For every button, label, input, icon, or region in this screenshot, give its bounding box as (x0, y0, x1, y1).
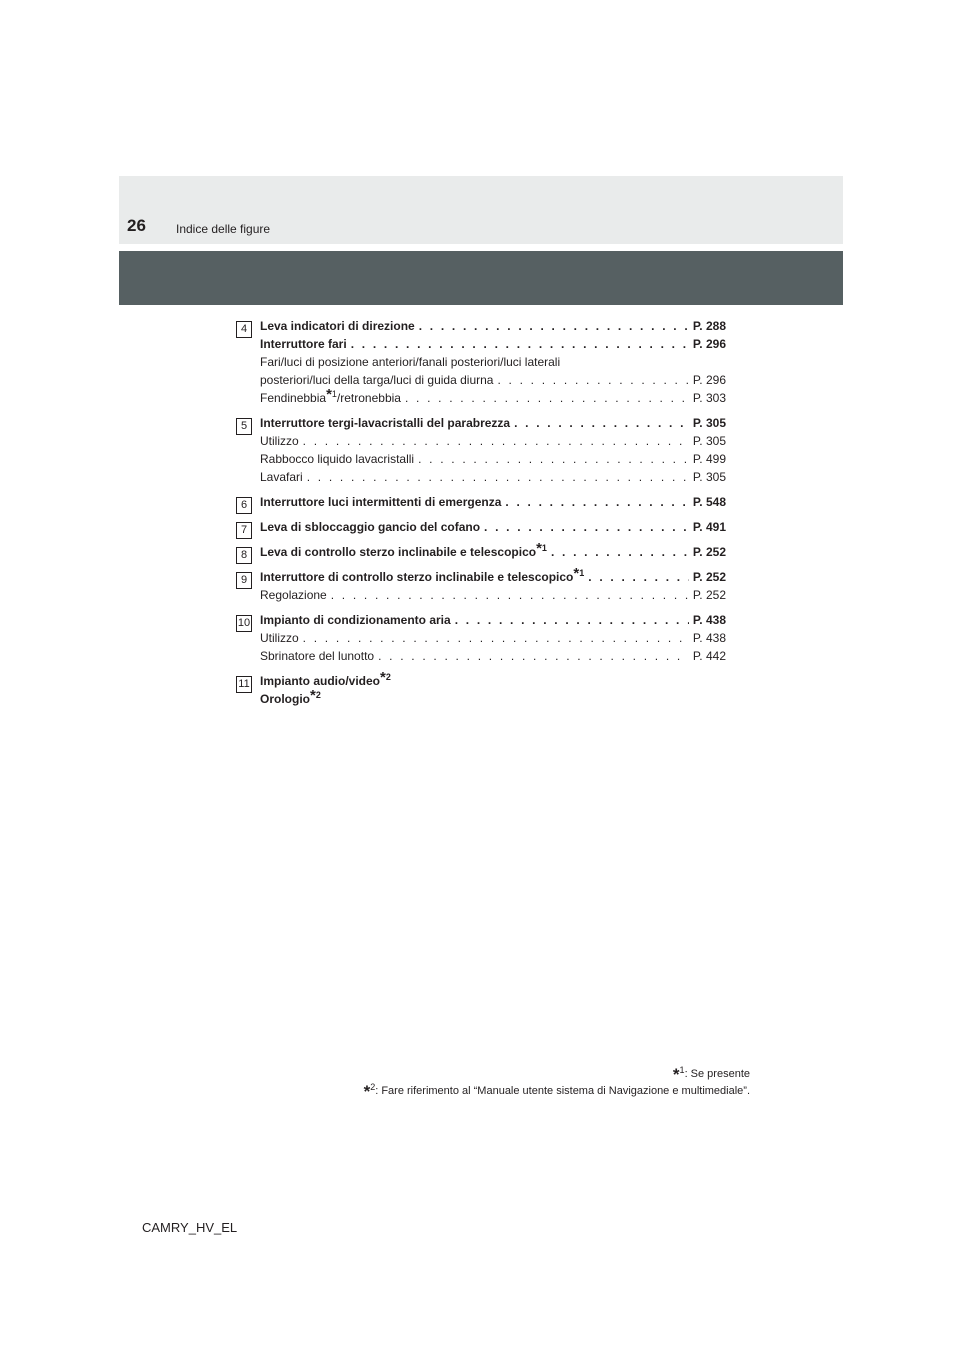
page-number: 26 (127, 216, 146, 235)
index-line (260, 353, 726, 371)
page-reference: P. 288 (692, 319, 726, 333)
index-line-link[interactable] (260, 450, 726, 468)
dot-leader (497, 371, 688, 389)
index-line-link[interactable] (260, 540, 726, 561)
dot-leader (405, 389, 689, 407)
dot-leader (303, 629, 689, 647)
label-text: Leva di controllo sterzo inclinabile e telescopico (260, 545, 537, 559)
index-line-label: Leva di sbloccaggio gancio del cofano (260, 520, 481, 534)
label-text-suffix: /retronebbia (336, 391, 401, 405)
index-line-link[interactable] (260, 386, 726, 407)
label-text: Interruttore di controllo sterzo inclinabile e telescopico (260, 570, 574, 584)
item-number-badge: 7 (236, 522, 252, 539)
page-reference: P. 499 (692, 452, 726, 466)
page-reference: P. 438 (692, 613, 726, 627)
index-line-label: Sbrinatore del lunotto (260, 649, 375, 663)
index-entry (236, 669, 726, 708)
page-reference: P. 296 (692, 373, 726, 387)
page-reference: P. 252 (692, 570, 726, 584)
footnote-ref (326, 386, 337, 403)
page-reference: P. 305 (692, 470, 726, 484)
footnote-number: 2 (385, 672, 391, 682)
index-line-label: Utilizzo (260, 631, 299, 645)
index-entry (236, 518, 726, 536)
footnote-number: 1 (679, 1065, 685, 1075)
dot-leader (307, 468, 689, 486)
page-reference: P. 303 (692, 391, 726, 405)
index-entry (236, 414, 726, 486)
page-reference: P. 296 (692, 337, 726, 351)
index-entry (236, 611, 726, 665)
dot-leader (514, 414, 689, 432)
footnote (364, 1066, 750, 1083)
index-entry (236, 493, 726, 511)
index-entry (236, 565, 726, 604)
item-number-badge: 5 (236, 418, 252, 435)
item-number-badge: 11 (236, 676, 252, 693)
index-line-label: Interruttore fari (260, 337, 347, 351)
label-text: Orologio (260, 692, 310, 706)
index-entry (236, 540, 726, 561)
dot-leader (588, 568, 689, 586)
section-title: Indice delle figure (176, 222, 271, 236)
document-code: CAMRY_HV_EL (142, 1220, 238, 1235)
label-text: Fendinebbia (260, 391, 327, 405)
index-line-link[interactable] (260, 432, 726, 450)
footnote-number: 1 (579, 568, 585, 578)
header-dark-bar (119, 251, 843, 305)
index-line-link[interactable] (260, 586, 726, 604)
index-line-label: Impianto di condizionamento aria (260, 613, 451, 627)
footnote-text: : Se presente (684, 1068, 750, 1080)
index-line-label: Rabbocco liquido lavacristalli (260, 452, 415, 466)
footnote-ref (573, 565, 585, 582)
dot-leader (551, 543, 689, 561)
footnote-number: 2 (370, 1082, 376, 1092)
index-entry (236, 317, 726, 407)
item-number-badge: 9 (236, 572, 252, 589)
index-line-label (260, 669, 391, 688)
figure-index-list (236, 317, 726, 715)
page-reference: P. 252 (692, 588, 726, 602)
item-number-badge: 6 (236, 497, 252, 514)
dot-leader (505, 493, 688, 511)
page-reference: P. 438 (692, 631, 726, 645)
index-line-link[interactable] (260, 493, 726, 511)
index-line-label (260, 687, 321, 706)
index-line-label (260, 540, 547, 561)
page-reference: P. 252 (692, 545, 726, 559)
dot-leader (484, 518, 689, 536)
footnote-ref (536, 540, 547, 557)
index-line-label: Interruttore tergi-lavacristalli del parabrezza (260, 416, 511, 430)
index-line-link[interactable] (260, 518, 726, 536)
page-reference: P. 548 (692, 495, 726, 509)
index-line-link[interactable] (260, 629, 726, 647)
index-line-label: Lavafari (260, 470, 303, 484)
page-reference: P. 442 (692, 649, 726, 663)
dot-leader (351, 335, 689, 353)
item-number-badge: 8 (236, 547, 252, 564)
index-line-link[interactable] (260, 565, 726, 586)
index-line (260, 669, 726, 690)
index-line-label: Regolazione (260, 588, 327, 602)
index-line (260, 687, 726, 708)
index-line-label: posteriori/luci della targa/luci di guida diurna (260, 373, 494, 387)
index-line-label: Fari/luci di posizione anteriori/fanali posteriori/luci laterali (260, 355, 561, 369)
dot-leader (419, 317, 689, 335)
index-line-link[interactable] (260, 414, 726, 432)
footnote (364, 1083, 750, 1100)
index-line-label: Leva indicatori di direzione (260, 319, 415, 333)
footnotes (364, 1066, 750, 1100)
asterisk-icon: * (363, 1082, 371, 1101)
item-number-badge: 10 (236, 615, 252, 632)
footnote-number: 2 (315, 690, 321, 700)
index-line-label (260, 386, 401, 407)
page-reference: P. 305 (692, 434, 726, 448)
index-line-label: Utilizzo (260, 434, 299, 448)
dot-leader (418, 450, 689, 468)
asterisk-icon: * (536, 540, 542, 557)
index-line-link[interactable] (260, 647, 726, 665)
index-line-link[interactable] (260, 468, 726, 486)
dot-leader (303, 432, 689, 450)
asterisk-icon: * (326, 386, 332, 403)
dot-leader (378, 647, 689, 665)
index-line-link[interactable] (260, 335, 726, 353)
dot-leader (455, 611, 689, 629)
asterisk-icon: * (672, 1065, 680, 1084)
footnote-number: 1 (541, 543, 547, 553)
page-reference: P. 305 (692, 416, 726, 430)
index-line-link[interactable] (260, 611, 726, 629)
index-line-label: Interruttore luci intermittenti di emergenza (260, 495, 502, 509)
label-text: Impianto audio/video (260, 674, 381, 688)
asterisk-icon: * (310, 687, 316, 704)
item-number-badge: 4 (236, 321, 252, 338)
page-reference: P. 491 (692, 520, 726, 534)
index-line-link[interactable] (260, 317, 726, 335)
asterisk-icon: * (380, 669, 386, 686)
footnote-ref (310, 687, 321, 704)
footnote-text: : Fare riferimento al “Manuale utente sistema di Navigazione e multimediale”. (375, 1085, 750, 1097)
dot-leader (331, 586, 689, 604)
asterisk-icon: * (573, 565, 580, 582)
footnote-number: 1 (331, 389, 337, 399)
footnote-ref (380, 669, 391, 686)
index-line-label (260, 565, 585, 586)
